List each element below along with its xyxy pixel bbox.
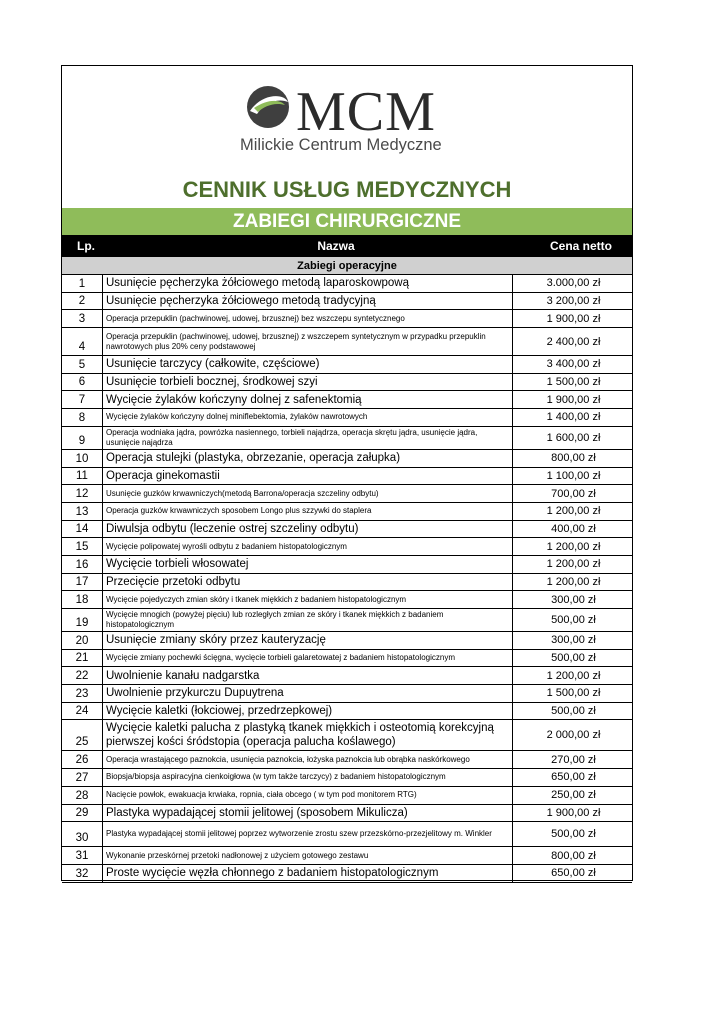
- service-price: 1 100,00 zł: [546, 469, 601, 482]
- row-number: 15: [62, 538, 103, 555]
- service-price: 1 500,00 zł: [546, 687, 601, 700]
- service-name: Uwolnienie przykurczu Dupuytrena: [103, 685, 513, 702]
- row-number: 2: [62, 293, 103, 310]
- header-lp: Lp.: [77, 239, 95, 253]
- service-price: 500,00 zł: [551, 828, 596, 841]
- row-number: 26: [62, 751, 103, 768]
- service-name: Wycięcie mnogich (powyżej pięciu) lub rozległych zmian ze skóry i tkanek miękkich z badaniem histopatologicznym: [103, 609, 513, 631]
- service-name: Wycięcie pojedyczych zmian skóry i tkanek miękkich z badaniem histopatologicznym: [103, 591, 513, 608]
- service-price: 300,00 zł: [551, 634, 596, 647]
- table-row: [62, 503, 632, 521]
- row-number: 23: [62, 685, 103, 702]
- service-price: 300,00 zł: [551, 593, 596, 606]
- table-row: [62, 538, 632, 556]
- table-row: [62, 310, 632, 328]
- service-name: Wycięcie polipowatej wyrośli odbytu z badaniem histopatologicznym: [103, 538, 513, 555]
- table-row: [62, 374, 632, 392]
- service-price: 1 200,00 zł: [546, 558, 601, 571]
- service-price: 270,00 zł: [551, 753, 596, 766]
- row-number: 13: [62, 503, 103, 520]
- row-number: 30: [62, 822, 103, 846]
- service-name: Operacja wodniaka jądra, powrózka nasiennego, torbieli najądrza, operacja skrętu jądra, usunięcie jądra, usunięcie najądrza: [103, 427, 513, 449]
- service-price: 650,00 zł: [551, 867, 596, 880]
- header-name: Nazwa: [317, 239, 355, 253]
- row-number: 28: [62, 787, 103, 804]
- row-number: 1: [62, 275, 103, 292]
- table-row: [62, 391, 632, 409]
- table-row: [62, 485, 632, 503]
- row-number: 31: [62, 847, 103, 864]
- service-name: Plastyka wypadającej stomii jelitowej poprzez wytworzenie zrostu szew przezskórno-przezjelitowy m. Winkler: [103, 822, 513, 846]
- row-number: 25: [62, 720, 103, 750]
- service-name: Plastyka wypadającej stomii jelitowej (sposobem Mikulicza): [103, 805, 513, 822]
- service-name: Operacja guzków krwawniczych sposobem Longo plus szzywki do staplera: [103, 503, 513, 520]
- service-price: 1 200,00 zł: [546, 575, 601, 588]
- table-row: [62, 356, 632, 374]
- row-number: 17: [62, 574, 103, 591]
- service-price: 700,00 zł: [551, 487, 596, 500]
- table-row: [62, 751, 632, 769]
- row-number: 29: [62, 805, 103, 822]
- service-price: 1 900,00 zł: [546, 806, 601, 819]
- service-name: Wycięcie kaletki palucha z plastyką tkanek miękkich i osteotomią korekcyjną pierwszej kości śródstopia (operacja palucha koślawego): [103, 720, 513, 750]
- page-title: CENNIK USŁUG MEDYCZNYCH: [182, 177, 512, 202]
- table-row: [62, 409, 632, 427]
- table-row: [62, 427, 632, 450]
- service-price: 1 200,00 zł: [546, 540, 601, 553]
- service-price: 1 200,00 zł: [546, 505, 601, 518]
- row-number: 9: [62, 427, 103, 449]
- service-name: Wycięcie żylaków kończyny dolnej miniflebektomia, żylaków nawrotowych: [103, 409, 513, 426]
- row-number: 6: [62, 374, 103, 391]
- table-row: [62, 632, 632, 650]
- service-price: 250,00 zł: [551, 789, 596, 802]
- row-number: 3: [62, 310, 103, 327]
- service-name: Wycięcie żylaków kończyny dolnej z safenektomią: [103, 391, 513, 408]
- service-price: 3 200,00 zł: [546, 295, 601, 308]
- header-price: Cena netto: [549, 239, 612, 253]
- table-row: [62, 865, 632, 883]
- service-name: Usunięcie torbieli bocznej, środkowej szyi: [103, 374, 513, 391]
- price-table: [62, 275, 632, 883]
- table-row: [62, 328, 632, 356]
- service-name: Uwolnienie kanału nadgarstka: [103, 667, 513, 684]
- service-name: Nacięcie powłok, ewakuacja krwiaka, ropnia, ciała obcego ( w tym pod monitorem RTG): [103, 787, 513, 804]
- service-name: Przecięcie przetoki odbytu: [103, 574, 513, 591]
- service-name: Operacja przepuklin (pachwinowej, udowej, brzusznej) z wszczepem syntetycznym w przypadku przepuklin nawrotowych plus 20% ceny podstawowej: [103, 328, 513, 355]
- row-number: 8: [62, 409, 103, 426]
- service-name: Usunięcie pęcherzyka żółciowego metodą tradycyjną: [103, 293, 513, 310]
- service-price: 1 500,00 zł: [546, 376, 601, 389]
- service-price: 1 400,00 zł: [546, 411, 601, 424]
- table-row: [62, 787, 632, 805]
- logo-subtitle: Milickie Centrum Medyczne: [240, 136, 442, 154]
- service-price: 2 000,00 zł: [546, 729, 601, 742]
- row-number: 24: [62, 703, 103, 720]
- service-price: 3 400,00 zł: [546, 358, 601, 371]
- table-row: [62, 769, 632, 787]
- service-name: Wycięcie zmiany pochewki ścięgna, wycięcie torbieli galaretowatej z badaniem histopatologicznym: [103, 650, 513, 667]
- service-name: Diwulsja odbytu (leczenie ostrej szczeliny odbytu): [103, 521, 513, 538]
- service-name: Usunięcie zmiany skóry przez kauteryzację: [103, 632, 513, 649]
- row-number: 14: [62, 521, 103, 538]
- service-price: 500,00 zł: [551, 705, 596, 718]
- row-number: 10: [62, 450, 103, 467]
- table-row: [62, 720, 632, 751]
- service-name: Usunięcie guzków krwawniczych(metodą Barrona/operacja szczeliny odbytu): [103, 485, 513, 502]
- service-price: 1 200,00 zł: [546, 669, 601, 682]
- service-price: 400,00 zł: [551, 522, 596, 535]
- row-number: 27: [62, 769, 103, 786]
- service-price: 650,00 zł: [551, 771, 596, 784]
- table-header: [62, 235, 632, 257]
- table-row: [62, 805, 632, 823]
- service-name: Operacja ginekomastii: [103, 468, 513, 485]
- service-name: Operacja przepuklin (pachwinowej, udowej, brzusznej) bez wszczepu syntetycznego: [103, 310, 513, 327]
- service-name: Usunięcie pęcherzyka żółciowego metodą laparoskowpową: [103, 275, 513, 292]
- service-name: Operacja wrastającego paznokcia, usunięcia paznokcia, łożyska paznokcia lub obrąbka naskórkowego: [103, 751, 513, 768]
- row-number: 19: [62, 609, 103, 631]
- table-row: [62, 521, 632, 539]
- table-row: [62, 574, 632, 592]
- row-number: 32: [62, 865, 103, 882]
- table-row: [62, 293, 632, 311]
- service-price: 2 400,00 zł: [546, 335, 601, 348]
- logo-mark: MCM: [296, 81, 436, 143]
- row-number: 7: [62, 391, 103, 408]
- table-row: [62, 847, 632, 865]
- service-price: 1 600,00 zł: [546, 431, 601, 444]
- row-number: 22: [62, 667, 103, 684]
- service-name: Proste wycięcie węzła chłonnego z badaniem histopatologicznym: [103, 865, 513, 882]
- row-number: 12: [62, 485, 103, 502]
- service-price: 1 900,00 zł: [546, 312, 601, 325]
- service-price: 3.000,00 zł: [546, 277, 601, 290]
- service-name: Wycięcie torbieli włosowatej: [103, 556, 513, 573]
- service-price: 500,00 zł: [551, 652, 596, 665]
- service-name: Wycięcie kaletki (łokciowej, przedrzepkowej): [103, 703, 513, 720]
- service-name: Usunięcie tarczycy (całkowite, częściowe): [103, 356, 513, 373]
- table-row: [62, 822, 632, 847]
- service-name: Biopsja/biopsja aspiracyjna cienkoigłowa (w tym także tarczycy) z badaniem histopatologicznym: [103, 769, 513, 786]
- table-row: [62, 703, 632, 721]
- service-price: 800,00 zł: [551, 452, 596, 465]
- table-row: [62, 685, 632, 703]
- table-row: [62, 591, 632, 609]
- row-number: 16: [62, 556, 103, 573]
- service-name: Wykonanie przeskórnej przetoki nadłonowej z użyciem gotowego zestawu: [103, 847, 513, 864]
- row-number: 4: [62, 328, 103, 355]
- table-row: [62, 650, 632, 668]
- table-row: [62, 667, 632, 685]
- section-title: ZABIEGI CHIRURGICZNE: [62, 208, 632, 235]
- table-row: [62, 556, 632, 574]
- row-number: 18: [62, 591, 103, 608]
- table-row: [62, 275, 632, 293]
- row-number: 11: [62, 468, 103, 485]
- row-number: 5: [62, 356, 103, 373]
- table-row: [62, 609, 632, 632]
- service-price: 1 900,00 zł: [546, 393, 601, 406]
- service-price: 800,00 zł: [551, 849, 596, 862]
- table-row: [62, 468, 632, 486]
- row-number: 21: [62, 650, 103, 667]
- category-header: Zabiegi operacyjne: [62, 257, 632, 275]
- row-number: 20: [62, 632, 103, 649]
- table-row: [62, 450, 632, 468]
- service-name: Operacja stulejki (plastyka, obrzezanie, operacja załupka): [103, 450, 513, 467]
- service-price: 500,00 zł: [551, 614, 596, 626]
